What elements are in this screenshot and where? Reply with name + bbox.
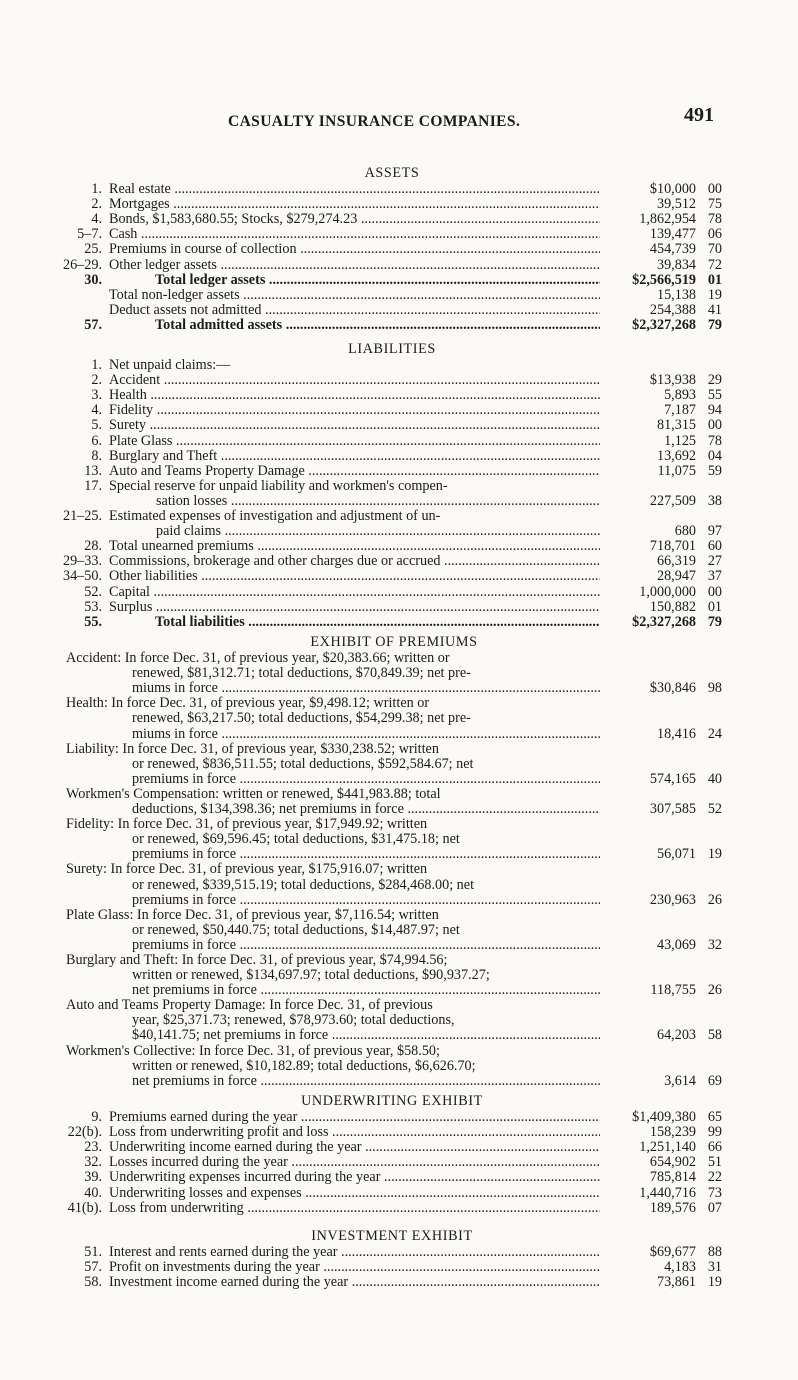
premium-cents: 26 xyxy=(707,891,722,908)
premium-line xyxy=(66,727,722,742)
table-row xyxy=(62,403,722,418)
row-cents: 99 xyxy=(707,1124,722,1141)
premium-line xyxy=(66,923,722,938)
row-amount: 1,440,716 xyxy=(639,1184,696,1201)
row-label: Real estate ..... xyxy=(109,182,600,197)
premium-cents: 52 xyxy=(707,801,722,818)
premium-text: premiums in force ..... xyxy=(66,772,600,787)
row-label: Interest and rents earned during the year ..... xyxy=(109,1245,600,1260)
premium-line xyxy=(66,862,722,877)
row-amount: 5,893 xyxy=(664,387,696,404)
row-number: 29–33. xyxy=(62,553,102,570)
row-number: 8. xyxy=(91,447,102,464)
row-cents: 01 xyxy=(707,598,722,615)
row-label: Surety ..... xyxy=(109,418,600,433)
table-row xyxy=(62,373,722,388)
row-number: 17. xyxy=(84,477,102,494)
row-label: Health ..... xyxy=(109,388,600,403)
assets-section xyxy=(62,166,722,333)
table-row xyxy=(62,258,722,273)
row-amount: 73,861 xyxy=(656,1274,696,1291)
row-number: 28. xyxy=(84,538,102,555)
table-row xyxy=(62,1275,722,1290)
page-title: CASUALTY INSURANCE COMPANIES. xyxy=(228,113,521,130)
premium-line xyxy=(66,1059,722,1074)
premium-text: year, $25,371.73; renewed, $78,973.60; total deductions, xyxy=(132,1013,455,1029)
premium-amount: $30,846 xyxy=(649,680,696,697)
table-row xyxy=(62,600,722,615)
row-amount: 4,183 xyxy=(664,1259,696,1276)
row-cents: 72 xyxy=(707,256,722,273)
row-label: Surplus ..... xyxy=(109,600,600,615)
row-cents: 97 xyxy=(707,523,722,540)
premium-line xyxy=(66,878,722,893)
premium-cents: 69 xyxy=(707,1072,722,1089)
table-row xyxy=(62,418,722,433)
table-row xyxy=(62,569,722,584)
row-cents: 27 xyxy=(707,553,722,570)
row-cents: 59 xyxy=(707,462,722,479)
row-amount: $69,677 xyxy=(649,1244,696,1261)
premium-amount: 56,071 xyxy=(656,846,696,863)
row-amount: $2,566,519 xyxy=(632,271,696,288)
table-row xyxy=(62,1245,722,1260)
table-row xyxy=(62,227,722,242)
table-row xyxy=(62,242,722,257)
row-amount: $1,409,380 xyxy=(632,1109,696,1126)
row-number: 52. xyxy=(84,583,102,600)
table-row xyxy=(62,615,722,630)
premium-line xyxy=(66,651,722,666)
table-row xyxy=(62,1125,722,1140)
row-cents: 88 xyxy=(707,1244,722,1261)
row-label: Losses incurred during the year ..... xyxy=(109,1155,600,1170)
premium-amount: 64,203 xyxy=(656,1027,696,1044)
row-number: 32. xyxy=(84,1154,102,1171)
row-cents: 55 xyxy=(707,387,722,404)
row-amount: 680 xyxy=(674,523,696,540)
premium-amount: 3,614 xyxy=(664,1072,696,1089)
investment-table xyxy=(62,1245,722,1290)
premium-text: premiums in force ..... xyxy=(66,847,600,862)
row-label: Mortgages ..... xyxy=(109,197,600,212)
premium-line xyxy=(66,1013,722,1028)
row-amount: 1,000,000 xyxy=(639,583,696,600)
row-label: sation losses ..... xyxy=(109,494,600,509)
premium-text: miums in force ..... xyxy=(66,681,600,696)
premium-line xyxy=(66,787,722,802)
row-number: 51. xyxy=(84,1244,102,1261)
row-label: Fidelity ..... xyxy=(109,403,600,418)
row-number: 2. xyxy=(91,372,102,389)
row-cents: 00 xyxy=(707,417,722,434)
premium-text: Plate Glass: In force Dec. 31, of previous year, $7,116.54; written xyxy=(66,907,439,923)
table-row xyxy=(62,1110,722,1125)
row-cents: 78 xyxy=(707,432,722,449)
premium-line xyxy=(66,847,722,862)
row-number: 57. xyxy=(84,316,102,333)
premium-amount: 230,963 xyxy=(649,891,696,908)
table-row xyxy=(62,1170,722,1185)
table-row xyxy=(62,449,722,464)
row-number: 53. xyxy=(84,598,102,615)
table-row xyxy=(62,479,722,494)
premium-text: Health: In force Dec. 31, of previous year, $9,498.12; written or xyxy=(66,696,430,712)
row-cents: 31 xyxy=(707,1259,722,1276)
premium-line xyxy=(66,696,722,711)
row-label: Loss from underwriting profit and loss ..... xyxy=(109,1125,600,1140)
row-amount: 254,388 xyxy=(649,301,696,318)
premium-line xyxy=(66,1074,722,1089)
premium-cents: 32 xyxy=(707,936,722,953)
row-amount: 39,512 xyxy=(656,196,696,213)
premium-line xyxy=(66,772,722,787)
premium-amount: 18,416 xyxy=(656,725,696,742)
row-amount: 1,862,954 xyxy=(639,211,696,228)
row-cents: 70 xyxy=(707,241,722,258)
premium-line xyxy=(66,938,722,953)
row-label: Premiums in course of collection ..... xyxy=(109,242,600,257)
premium-line xyxy=(66,1028,722,1043)
row-number: 55. xyxy=(84,613,102,630)
row-amount: 15,138 xyxy=(656,286,696,303)
page-number: 491 xyxy=(684,104,714,126)
row-label: Underwriting income earned during the year ..... xyxy=(109,1140,600,1155)
row-amount: 227,509 xyxy=(649,492,696,509)
row-number: 5–7. xyxy=(77,226,102,243)
table-row xyxy=(62,288,722,303)
row-label: Investment income earned during the year ..... xyxy=(109,1275,600,1290)
table-row xyxy=(62,1186,722,1201)
premium-text: or renewed, $339,515.19; total deductions, $284,468.00; net xyxy=(132,877,475,893)
row-cents: 60 xyxy=(707,538,722,555)
row-label: Burglary and Theft ..... xyxy=(109,449,600,464)
premium-text: or renewed, $836,511.55; total deductions, $592,584.67; net xyxy=(132,756,474,772)
row-amount: 150,882 xyxy=(649,598,696,615)
row-amount: 785,814 xyxy=(649,1169,696,1186)
table-row xyxy=(62,494,722,509)
row-label: Total admitted assets ..... xyxy=(109,318,600,333)
row-number: 6. xyxy=(91,432,102,449)
row-cents: 94 xyxy=(707,402,722,419)
table-row xyxy=(62,358,722,373)
row-cents: 79 xyxy=(707,316,722,333)
table-row xyxy=(62,197,722,212)
row-cents: 19 xyxy=(707,1274,722,1291)
table-row xyxy=(62,1260,722,1275)
row-cents: 00 xyxy=(707,181,722,198)
table-row xyxy=(62,1140,722,1155)
premium-amount: 43,069 xyxy=(656,936,696,953)
assets-heading: ASSETS xyxy=(364,165,420,181)
premium-text: net premiums in force ..... xyxy=(66,983,600,998)
row-number: 40. xyxy=(84,1184,102,1201)
premium-line xyxy=(66,666,722,681)
premium-line xyxy=(66,968,722,983)
row-cents: 29 xyxy=(707,372,722,389)
row-cents: 51 xyxy=(707,1154,722,1171)
liabilities-table xyxy=(62,358,722,630)
premium-cents: 98 xyxy=(707,680,722,697)
table-row xyxy=(62,509,722,524)
row-amount: 158,239 xyxy=(649,1124,696,1141)
premium-text: or renewed, $50,440.75; total deductions, $14,487.97; net xyxy=(132,922,460,938)
premium-line xyxy=(66,832,722,847)
premium-text: Auto and Teams Property Damage: In force Dec. 31, of previous xyxy=(66,998,433,1014)
table-row xyxy=(62,303,722,318)
premium-text: deductions, $134,398.36; net premiums in force ..... xyxy=(66,802,600,817)
row-amount: 39,834 xyxy=(656,256,696,273)
row-number: 22(b). xyxy=(67,1124,102,1141)
row-label: Auto and Teams Property Damage ..... xyxy=(109,464,600,479)
premium-text: premiums in force ..... xyxy=(66,938,600,953)
row-label: paid claims ..... xyxy=(109,524,600,539)
premium-line xyxy=(66,893,722,908)
row-amount: $13,938 xyxy=(649,372,696,389)
table-row xyxy=(62,388,722,403)
row-amount: 139,477 xyxy=(649,226,696,243)
liabilities-section xyxy=(62,342,722,630)
row-amount: $10,000 xyxy=(649,181,696,198)
table-row xyxy=(62,212,722,227)
assets-table xyxy=(62,182,722,333)
row-label: Bonds, $1,583,680.55; Stocks, $279,274.23 ..... xyxy=(109,212,600,227)
table-row xyxy=(62,1201,722,1216)
row-label: Other ledger assets ..... xyxy=(109,258,600,273)
row-label: Capital ..... xyxy=(109,585,600,600)
row-amount: 1,251,140 xyxy=(639,1139,696,1156)
premium-cents: 19 xyxy=(707,846,722,863)
row-cents: 04 xyxy=(707,447,722,464)
row-label: Plate Glass ..... xyxy=(109,434,600,449)
row-number: 4. xyxy=(91,211,102,228)
premium-line xyxy=(66,742,722,757)
premium-cents: 24 xyxy=(707,725,722,742)
table-row xyxy=(62,182,722,197)
row-number: 1. xyxy=(91,181,102,198)
table-row xyxy=(62,464,722,479)
premium-line xyxy=(66,998,722,1013)
premiums-table xyxy=(66,651,722,1089)
row-amount: 66,319 xyxy=(656,553,696,570)
row-amount: 11,075 xyxy=(657,462,696,479)
premium-text: renewed, $63,217.50; total deductions, $54,299.38; net pre- xyxy=(132,711,471,727)
underwriting-section xyxy=(62,1094,722,1216)
row-cents: 22 xyxy=(707,1169,722,1186)
row-label: Total ledger assets ..... xyxy=(109,273,600,288)
premium-text: Workmen's Compensation: written or renewed, $441,983.88; total xyxy=(66,786,441,802)
row-label: Loss from underwriting ..... xyxy=(109,1201,600,1216)
row-cents: 65 xyxy=(707,1109,722,1126)
investment-heading: INVESTMENT EXHIBIT xyxy=(311,1228,473,1244)
underwriting-table xyxy=(62,1110,722,1216)
row-cents: 41 xyxy=(707,301,722,318)
row-label: Estimated expenses of investigation and adjustment of un- xyxy=(109,509,441,525)
row-label: Underwriting expenses incurred during the year ..... xyxy=(109,1170,600,1185)
premium-line xyxy=(66,908,722,923)
premium-text: written or renewed, $134,697.97; total deductions, $90,937.27; xyxy=(132,968,490,984)
premium-text: Fidelity: In force Dec. 31, of previous year, $17,949.92; written xyxy=(66,817,428,833)
row-amount: 454,739 xyxy=(649,241,696,258)
row-number: 23. xyxy=(84,1139,102,1156)
premium-text: or renewed, $69,596.45; total deductions, $31,475.18; net xyxy=(132,832,460,848)
row-number: 4. xyxy=(91,402,102,419)
table-row xyxy=(62,318,722,333)
premiums-heading: EXHIBIT OF PREMIUMS xyxy=(310,634,478,650)
row-label: Total liabilities ..... xyxy=(109,615,600,630)
premium-line xyxy=(66,681,722,696)
table-row xyxy=(62,585,722,600)
premium-line xyxy=(66,983,722,998)
premium-line xyxy=(66,953,722,968)
premium-text: Surety: In force Dec. 31, of previous year, $175,916.07; written xyxy=(66,862,428,878)
table-row xyxy=(62,434,722,449)
table-row xyxy=(62,539,722,554)
row-label: Total unearned premiums ..... xyxy=(109,539,600,554)
row-number: 25. xyxy=(84,241,102,258)
row-amount: 654,902 xyxy=(649,1154,696,1171)
row-cents: 07 xyxy=(707,1199,722,1216)
premiums-section xyxy=(66,635,722,1089)
table-row xyxy=(62,273,722,288)
underwriting-heading: UNDERWRITING EXHIBIT xyxy=(301,1093,483,1109)
row-label: Net unpaid claims:— xyxy=(109,358,231,374)
row-number: 5. xyxy=(91,417,102,434)
premium-text: premiums in force ..... xyxy=(66,893,600,908)
row-number: 13. xyxy=(84,462,102,479)
row-label: Commissions, brokerage and other charges due or accrued ..... xyxy=(109,554,600,569)
row-cents: 78 xyxy=(707,211,722,228)
liabilities-heading: LIABILITIES xyxy=(348,341,436,357)
premium-line xyxy=(66,1044,722,1059)
table-row xyxy=(62,524,722,539)
row-number: 21–25. xyxy=(62,508,102,525)
premium-amount: 118,755 xyxy=(650,982,696,999)
investment-section xyxy=(62,1229,722,1290)
row-cents: 73 xyxy=(707,1184,722,1201)
premium-text: Burglary and Theft: In force Dec. 31, of previous year, $74,994.56; xyxy=(66,952,448,968)
premium-line xyxy=(66,817,722,832)
row-label: Profit on investments during the year ..... xyxy=(109,1260,600,1275)
row-label: Other liabilities ..... xyxy=(109,569,600,584)
row-label: Accident ..... xyxy=(109,373,600,388)
row-amount: $2,327,268 xyxy=(632,316,696,333)
row-amount: 189,576 xyxy=(649,1199,696,1216)
row-cents: 66 xyxy=(707,1139,722,1156)
row-amount: 7,187 xyxy=(664,402,696,419)
premium-text: written or renewed, $10,182.89; total deductions, $6,626.70; xyxy=(132,1058,476,1074)
row-number: 57. xyxy=(84,1259,102,1276)
row-label: Underwriting losses and expenses ..... xyxy=(109,1186,600,1201)
row-amount: 28,947 xyxy=(656,568,696,585)
premium-text: $40,141.75; net premiums in force ..... xyxy=(66,1028,600,1043)
row-label: Total non-ledger assets ..... xyxy=(109,288,600,303)
row-amount: 13,692 xyxy=(656,447,696,464)
premium-text: miums in force ..... xyxy=(66,727,600,742)
row-label: Deduct assets not admitted ..... xyxy=(109,303,600,318)
row-label: Premiums earned during the year ..... xyxy=(109,1110,600,1125)
premium-line xyxy=(66,757,722,772)
row-number: 26–29. xyxy=(62,256,102,273)
table-row xyxy=(62,554,722,569)
premium-text: net premiums in force ..... xyxy=(66,1074,600,1089)
premium-line xyxy=(66,711,722,726)
row-amount: 81,315 xyxy=(656,417,696,434)
premium-cents: 26 xyxy=(707,982,722,999)
premium-text: renewed, $81,312.71; total deductions, $70,849.39; net pre- xyxy=(132,666,471,682)
premium-cents: 40 xyxy=(707,770,722,787)
table-row xyxy=(62,1155,722,1170)
row-number: 30. xyxy=(84,271,102,288)
premium-line xyxy=(66,802,722,817)
row-cents: 38 xyxy=(707,492,722,509)
row-number: 3. xyxy=(91,387,102,404)
row-number: 58. xyxy=(84,1274,102,1291)
row-number: 41(b). xyxy=(67,1199,102,1216)
premium-amount: 574,165 xyxy=(649,770,696,787)
row-cents: 37 xyxy=(707,568,722,585)
row-cents: 19 xyxy=(707,286,722,303)
premium-text: Workmen's Collective: In force Dec. 31, of previous year, $58.50; xyxy=(66,1043,440,1059)
row-number: 2. xyxy=(91,196,102,213)
row-number: 9. xyxy=(91,1109,102,1126)
row-cents: 79 xyxy=(707,613,722,630)
premium-text: Liability: In force Dec. 31, of previous year, $330,238.52; written xyxy=(66,741,439,757)
row-number: 39. xyxy=(84,1169,102,1186)
row-number: 1. xyxy=(91,357,102,374)
row-cents: 75 xyxy=(707,196,722,213)
premium-amount: 307,585 xyxy=(649,801,696,818)
premium-cents: 58 xyxy=(707,1027,722,1044)
row-cents: 06 xyxy=(707,226,722,243)
row-amount: 1,125 xyxy=(664,432,696,449)
premium-text: Accident: In force Dec. 31, of previous year, $20,383.66; written or xyxy=(66,651,450,667)
row-cents: 00 xyxy=(707,583,722,600)
row-number: 34–50. xyxy=(62,568,102,585)
row-amount: 718,701 xyxy=(649,538,696,555)
row-amount: $2,327,268 xyxy=(632,613,696,630)
row-label: Cash ..... xyxy=(109,227,600,242)
row-label: Special reserve for unpaid liability and workmen's compen- xyxy=(109,478,448,494)
row-cents: 01 xyxy=(707,271,722,288)
